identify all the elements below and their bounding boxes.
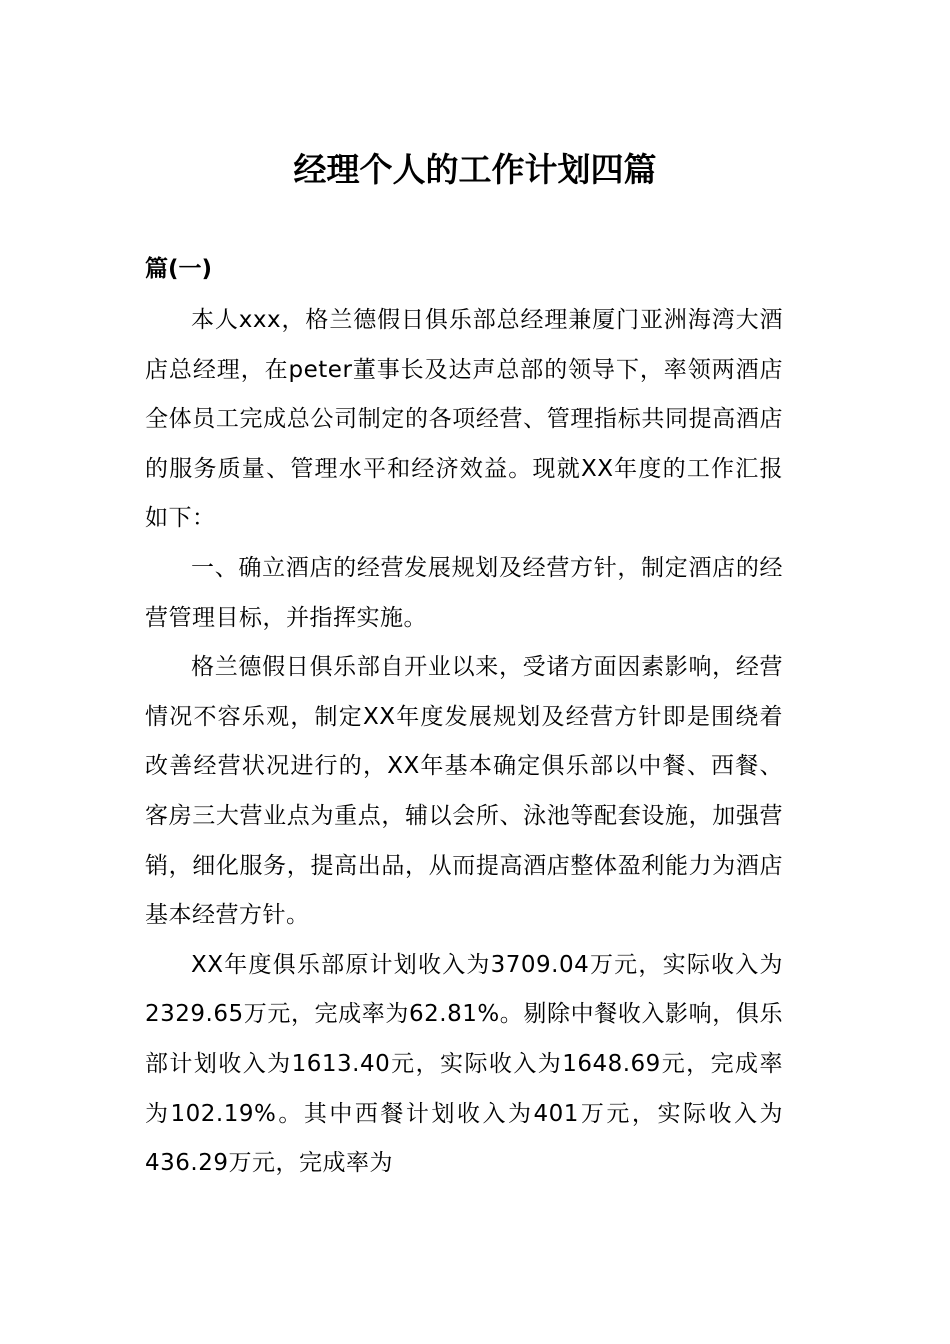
document-body xyxy=(145,296,783,1189)
section-heading: 篇(一) xyxy=(145,256,213,282)
paragraph-intro: 本人xxx，格兰德假日俱乐部总经理兼厦门亚洲海湾大酒店总经理，在peter董事长及达声总部的领导下，率领两酒店全体员工完成总公司制定的各项经营、管理指标共同提高酒店的服务质量、管理水平和经济效益。现就XX年度的工作汇报如下： xyxy=(145,307,783,532)
paragraph-item-one: 一、确立酒店的经营发展规划及经营方针，制定酒店的经营管理目标，并指挥实施。 xyxy=(145,554,783,631)
paragraph-revenue: XX年度俱乐部原计划收入为3709.04万元，实际收入为2329.65万元，完成率为62.81%。剔除中餐收入影响，俱乐部计划收入为1613.40元，实际收入为1648.69元，完成率为102.19%。其中西餐计划收入为401万元，实际收入为436.29万元，完成率为 xyxy=(145,951,783,1177)
paragraph-club-plan: 格兰德假日俱乐部自开业以来，受诸方面因素影响，经营情况不容乐观，制定XX年度发展规划及经营方针即是围绕着改善经营状况进行的，XX年基本确定俱乐部以中餐、西餐、客房三大营业点为重点，辅以会所、泳池等配套设施，加强营销，细化服务，提高出品，从而提高酒店整体盈利能力为酒店基本经营方针。 xyxy=(145,654,783,929)
document-title: 经理个人的工作计划四篇 xyxy=(293,150,657,189)
